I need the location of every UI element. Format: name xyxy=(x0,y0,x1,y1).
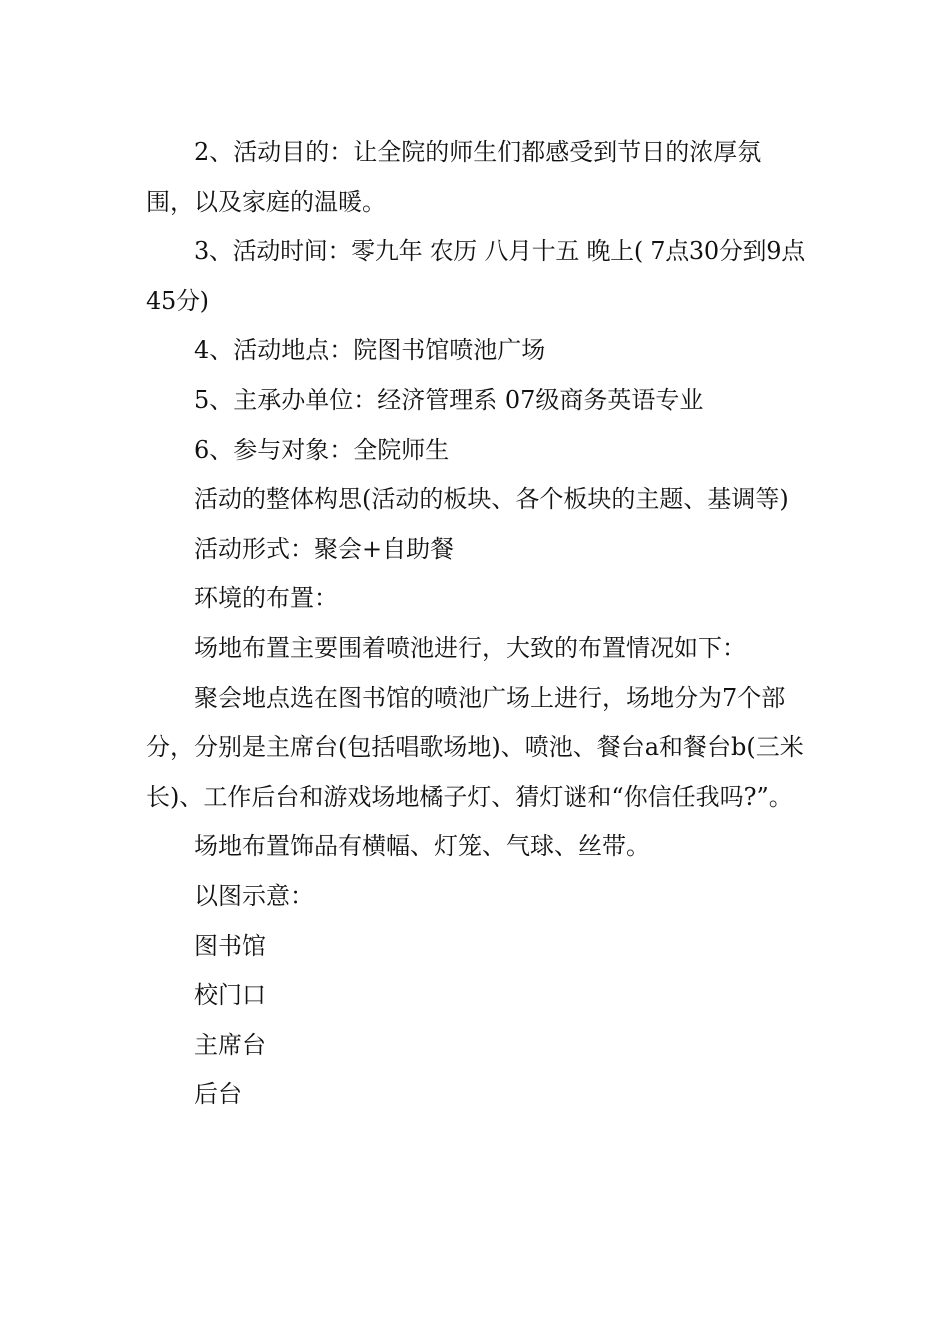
paragraph-activity-time: 3、活动时间：零九年 农历 八月十五 晚上( 7点30分到9点45分) xyxy=(146,237,805,315)
paragraph-activity-purpose: 2、活动目的：让全院的师生们都感受到节日的浓厚氛围，以及家庭的温暖。 xyxy=(146,138,762,216)
diagram-item-school-gate: 校门口 xyxy=(194,981,266,1010)
paragraph-overall-concept: 活动的整体构思(活动的板块、各个板块的主题、基调等) xyxy=(194,485,789,514)
document-body xyxy=(146,128,808,1120)
paragraph-venue-details: 聚会地点选在图书馆的喷池广场上进行，场地分为7个部分，分别是主席台(包括唱歌场地)、喷池、餐台a和餐台b(三米长)、工作后台和游戏场地橘子灯、猜灯谜和“你信任我吗?”。 xyxy=(146,683,804,811)
diagram-item-main-stage: 主席台 xyxy=(194,1030,266,1059)
paragraph-decorations: 场地布置饰品有横幅、灯笼、气球、丝带。 xyxy=(194,832,650,861)
paragraph-organizer: 5、主承办单位：经济管理系 07级商务英语专业 xyxy=(194,385,704,414)
paragraph-activity-format: 活动形式：聚会+自助餐 xyxy=(194,534,455,563)
paragraph-participants: 6、参与对象：全院师生 xyxy=(194,435,450,464)
paragraph-diagram-label: 以图示意： xyxy=(194,881,314,910)
paragraph-environment-heading: 环境的布置： xyxy=(194,584,338,613)
paragraph-venue-layout-intro: 场地布置主要围着喷池进行，大致的布置情况如下： xyxy=(194,633,746,662)
diagram-item-library: 图书馆 xyxy=(194,931,266,960)
paragraph-activity-location: 4、活动地点：院图书馆喷池广场 xyxy=(194,336,546,365)
diagram-item-backstage: 后台 xyxy=(194,1080,242,1109)
